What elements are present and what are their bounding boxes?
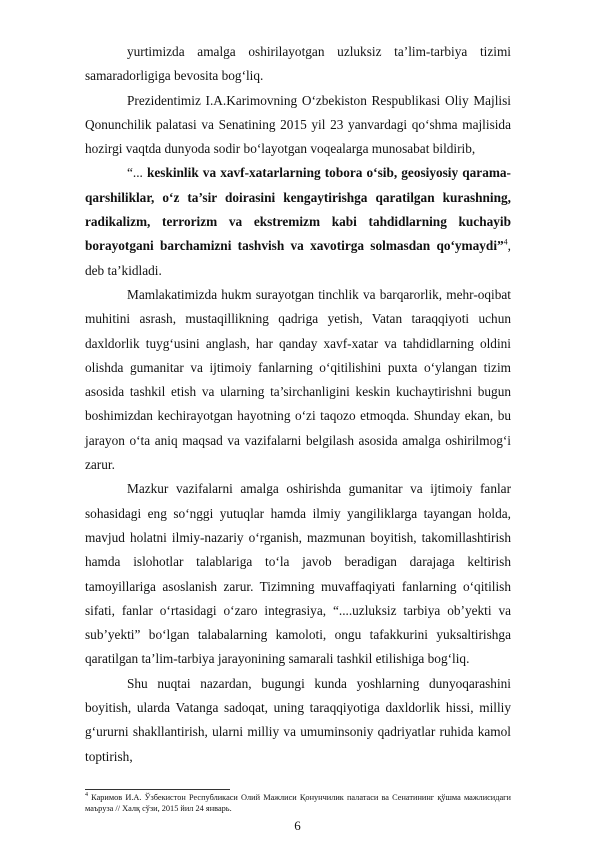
quote-open: “... (127, 165, 143, 181)
paragraph-2: Prezidentimiz I.A.Karimovning O‘zbekiston Respublikasi Oliy Majlisi Qonunchilik palatasi va Senatining 2015 yil 23 yanvardagi qo‘shma majlisida hozirgi vaqtda dunyoda sodir bo‘layotgan voqealarga munosabat bildirib, (85, 92, 511, 157)
page-number: 6 (294, 818, 301, 833)
footnote (85, 792, 511, 814)
paragraph-quote (85, 161, 511, 282)
paragraph-5: Mazkur vazifalarni amalga oshirishda gumanitar va ijtimoiy fanlar sohasidagi eng so‘nggi yutuqlar hamda ilmiy yangiliklarga tayangan holda, mavjud holatni ilmiy-nazariy o‘rganish, mazmunan boyitish, takomillashtirish hamda islohotlar talablariga to‘la javob beradigan darajaga keltirish tamoyillariga asoslanish zarur. Tizimning muvaffaqiyati fanlarning o‘qitilish sifati, fanlar o‘rtasidagi o‘zaro integrasiya, “....uzluksiz tarbiya ob’yekti va sub’yekti” bo‘lgan talabalarning kamoloti, ongu tafakkurini yuksaltirishga qaratilgan ta’lim-tarbiya jarayonining samarali tashkil etilishiga bog‘liq. (85, 481, 511, 667)
quote-tail: , deb ta’kidladi. (85, 238, 511, 278)
paragraph-1: yurtimizda amalga oshirilayotgan uzluksiz ta’lim-tarbiya tizimi samaradorligiga bevosita bog‘liq. (85, 44, 511, 84)
paragraph-6: Shu nuqtai nazardan, bugungi kunda yoshlarning dunyoqarashini boyitish, ularda Vatanga sadoqat, uning taraqqiyotiga daxldorlik hissi, milliy g‘ururni shakllantirish, ularni milliy va umuminsoniy qadriyatlar ruhida kamol toptirish, (85, 675, 511, 764)
footnote-text: Каримов И.А. Ўзбекистон Республикаси Олий Мажлиси Қонунчилик палатаси ва Сенатининг қўшма мажлисидаги маъруза // Халқ сўзи, 2015 йил 24 январь. (85, 793, 511, 813)
quote-bold-text: keskinlik va xavf-xatarlarning tobora o‘sib, geosiyosiy qarama-qarshiliklar, o‘z ta’sir doirasini kengaytirishga qaratilgan kurashning, radikalizm, terrorizm va ekstremizm kabi tahdidlarning kuchayib borayotgani barchamizni tashvish va xavotirga solmasdan qo‘ymaydi” (85, 165, 511, 254)
document-body (85, 40, 511, 769)
paragraph-4: Mamlakatimizda hukm surayotgan tinchlik va barqarorlik, mehr-oqibat muhitini asrash, mustaqillikning qadriga yetish, Vatan taraqqiyoti uchun daxldorlik tuyg‘usini anglash, har qanday xavf-xatar va tahdidlarning oldini olishda gumanitar va ijtimoiy fanlarning o‘qitilishini puxta o‘ylangan tizim asosida tashkil etish va ularning ta’sirchanligini keskin kuchaytirishni bugun boshimizdan kechirayotgan hayotning o‘zi taqozo etmoqda. Shunday ekan, bu jarayon o‘ta aniq maqsad va vazifalarni belgilash asosida amalga oshirilmog‘i zarur. (85, 286, 511, 473)
footnote-number: 4 (85, 792, 88, 799)
footnote-divider (85, 789, 230, 790)
footnote-reference[interactable]: 4 (503, 237, 508, 247)
